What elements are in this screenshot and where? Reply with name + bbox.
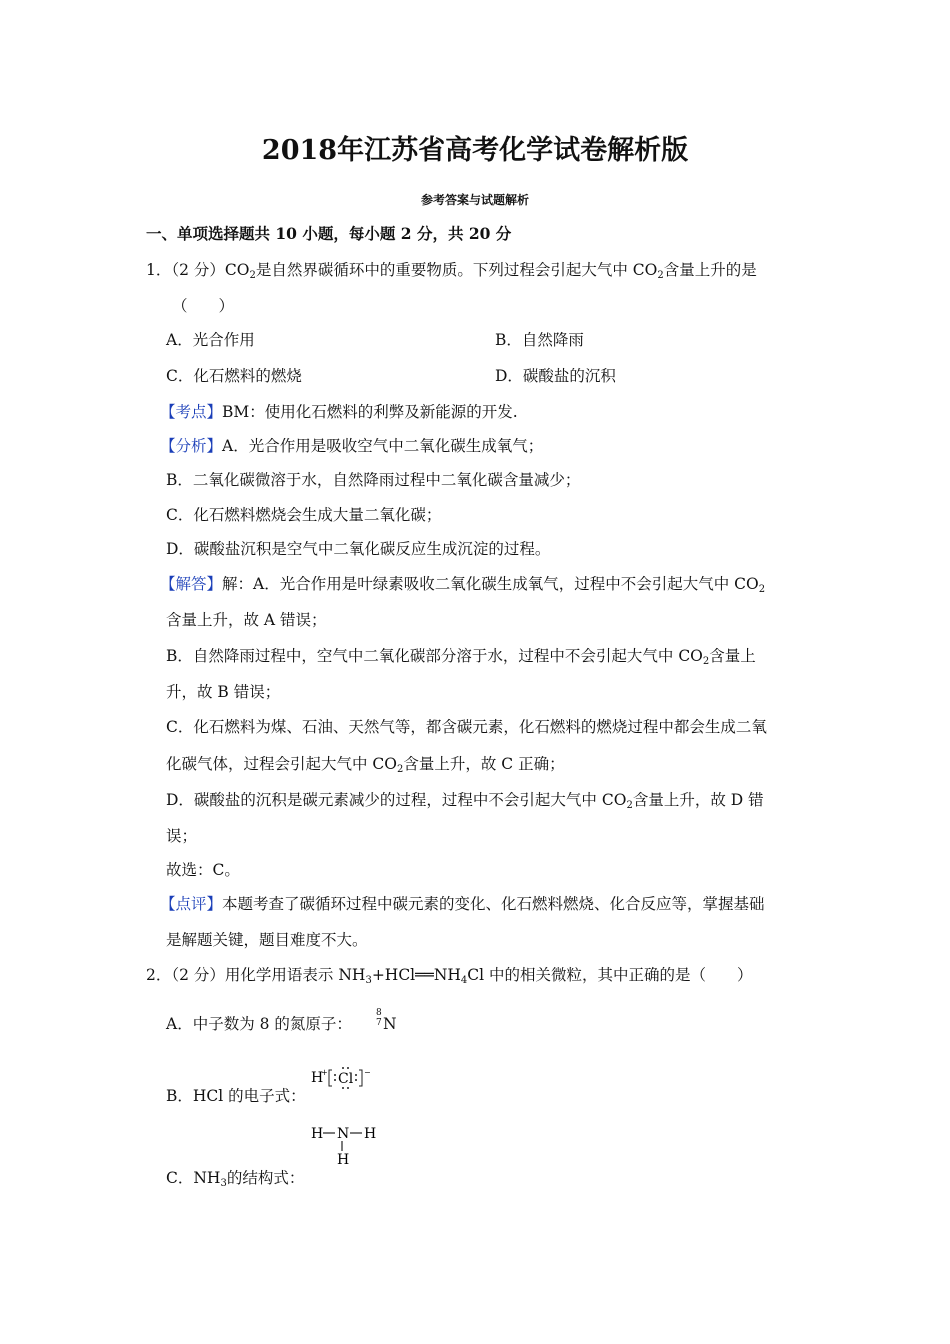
electron-dot bbox=[347, 1067, 349, 1069]
fenxi-tag: 分析 bbox=[175, 437, 207, 455]
electron-dot bbox=[342, 1067, 344, 1069]
jieda-line-2: 含量上升，故 A 错误； bbox=[166, 611, 327, 629]
electron-dot bbox=[334, 1079, 336, 1081]
jieda-line-5: C．化石燃料为煤、石油、天然气等，都含碳元素，化石燃料的燃烧过程中都会生成二氧 bbox=[166, 718, 767, 736]
option-b: B．自然降雨 bbox=[495, 331, 584, 349]
dianping-tag: 点评 bbox=[175, 895, 207, 913]
fenxi-line: 【分析】A．光合作用是吸收空气中二氧化碳生成氧气； bbox=[160, 437, 544, 455]
svg-text:H: H bbox=[311, 1126, 324, 1142]
question-number: 1． bbox=[146, 261, 172, 279]
page-subtitle: 参考答案与试题解析 bbox=[420, 193, 529, 207]
electron-dot bbox=[355, 1079, 357, 1081]
jieda-choice: 故选：C。 bbox=[166, 861, 240, 879]
option-a: A．光合作用 bbox=[166, 331, 255, 349]
q2-option-c: C．$NH_3$的结构式： bbox=[166, 1169, 305, 1189]
electron-dot bbox=[342, 1087, 344, 1089]
q2-option-a: A．中子数为 8 的氮原子： bbox=[166, 1015, 352, 1033]
option-d: D．碳酸盐的沉积 bbox=[495, 367, 616, 385]
question-number: 2． bbox=[146, 966, 172, 984]
question-score: （2 分） bbox=[171, 261, 225, 279]
svg-text:+: + bbox=[321, 1068, 328, 1077]
question-score: （2 分） bbox=[171, 966, 225, 984]
nitrogen-isotope-notation: 8 7 N bbox=[376, 1008, 397, 1033]
question-1-stem: 1．（2 分）$CO_2$是自然界碳循环中的重要物质。下列过程会引起大气中 $CO_2$含量上升的是 bbox=[146, 261, 757, 281]
svg-text:N: N bbox=[337, 1126, 350, 1142]
svg-text:H: H bbox=[337, 1152, 350, 1168]
svg-text:−: − bbox=[364, 1068, 371, 1077]
svg-text:Cl: Cl bbox=[338, 1071, 354, 1087]
svg-text:H: H bbox=[364, 1126, 377, 1142]
jieda-tag: 解答 bbox=[175, 575, 207, 593]
hcl-electron-formula bbox=[308, 1058, 380, 1094]
left-bracket bbox=[329, 1070, 332, 1086]
fenxi-b: B．二氧化碳微溶于水，自然降雨过程中二氧化碳含量减少； bbox=[166, 471, 581, 489]
electron-dot bbox=[347, 1087, 349, 1089]
jieda-line-4: 升，故 B 错误； bbox=[166, 683, 281, 701]
equation-sign: ══ bbox=[415, 966, 434, 984]
kaodian-line: 【考点】BM：使用化石燃料的利弊及新能源的开发. bbox=[160, 403, 518, 421]
jieda-line-7: D．碳酸盐的沉积是碳元素减少的过程，过程中不会引起大气中 $CO_2$含量上升，故 D 错 bbox=[166, 791, 764, 811]
electron-dot bbox=[334, 1074, 336, 1076]
page-title: 2018年江苏省高考化学试卷解析版 bbox=[261, 135, 689, 166]
electron-dot bbox=[355, 1074, 357, 1076]
option-c: C．化石燃料的燃烧 bbox=[166, 367, 302, 385]
fenxi-c: C．化石燃料燃烧会生成大量二氧化碳； bbox=[166, 506, 442, 524]
jieda-line-8: 误； bbox=[166, 827, 198, 845]
section-heading: 一、单项选择题共 10 小题，每小题 2 分，共 20 分 bbox=[146, 224, 512, 243]
q2-option-b: B．HCl 的电子式： bbox=[166, 1087, 306, 1105]
fenxi-d: D．碳酸盐沉积是空气中二氧化碳反应生成沉淀的过程。 bbox=[166, 540, 551, 558]
right-bracket bbox=[359, 1070, 362, 1086]
jieda-line-6: 化碳气体，过程会引起大气中 $CO_2$含量上升，故 C 正确； bbox=[166, 755, 565, 775]
kaodian-tag: 考点 bbox=[175, 403, 207, 421]
dianping-line-1: 【点评】本题考查了碳循环过程中碳元素的变化、化石燃料燃烧、化合反应等，掌握基础 bbox=[160, 895, 765, 913]
dianping-line-2: 是解题关键，题目难度不大。 bbox=[166, 931, 368, 949]
nh3-structural-formula bbox=[308, 1118, 388, 1168]
question-2-stem: 2．（2 分）用化学用语表示 $NH_3+HCl══NH_4Cl$ 中的相关微粒，其中正确的是（ ） bbox=[146, 966, 753, 986]
svg-text:H: H bbox=[311, 1070, 324, 1086]
jieda-line-3: B．自然降雨过程中，空气中二氧化碳部分溶于水，过程中不会引起大气中 $CO_2$含量上 bbox=[166, 647, 756, 667]
answer-blank: （ ） bbox=[172, 297, 235, 315]
jieda-line-1: 【解答】解：A．光合作用是叶绿素吸收二氧化碳生成氧气，过程中不会引起大气中 $CO_2$ bbox=[160, 575, 766, 595]
